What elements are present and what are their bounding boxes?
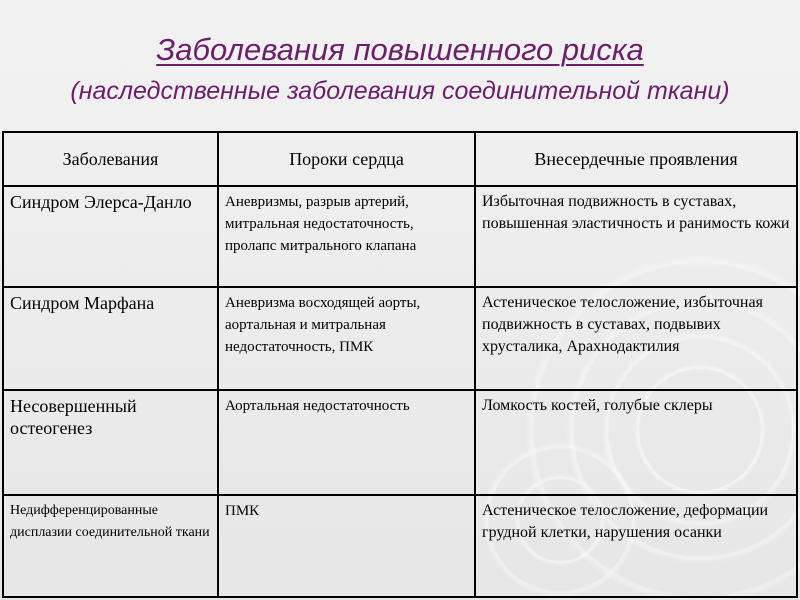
extracardiac-cell: Ломкость костей, голубые склеры: [475, 390, 797, 495]
heart-defects-cell: ПМК: [218, 495, 475, 597]
header-extracardiac: Внесердечные проявления: [475, 132, 797, 186]
extracardiac-cell: Астеническое телосложение, деформации грудной клетки, нарушения осанки: [475, 495, 797, 597]
disease-name: Синдром Марфана: [3, 287, 218, 390]
heart-defects-cell: Аневризма восходящей аорты, аортальная и митральная недостаточность, ПМК: [218, 287, 475, 390]
header-heart-defects: Пороки сердца: [218, 132, 475, 186]
extracardiac-cell: Избыточная подвижность в суставах, повышенная эластичность и ранимость кожи: [475, 186, 797, 287]
table-row: [3, 287, 797, 390]
disease-name: Недифференцированные дисплазии соединительной ткани: [3, 495, 218, 597]
heart-defects-cell: Аортальная недостаточность: [218, 390, 475, 495]
table-row: [3, 390, 797, 495]
table-row: [3, 186, 797, 287]
header-diseases: Заболевания: [3, 132, 218, 186]
slide-subtitle: (наследственные заболевания соединительной ткани): [70, 77, 730, 105]
heart-defects-cell: Аневризмы, разрыв артерий, митральная недостаточность, пролапс митрального клапана: [218, 186, 475, 287]
diseases-table: [2, 131, 798, 598]
slide-title-block: [0, 30, 800, 108]
disease-name: Синдром Элерса-Данло: [3, 186, 218, 287]
table-row: [3, 495, 797, 597]
table-header-row: [3, 132, 797, 186]
slide-title: Заболевания повышенного риска: [156, 32, 644, 67]
extracardiac-cell: Астеническое телосложение, избыточная подвижность в суставах, подвывих хрусталика, Арахнодактилия: [475, 287, 797, 390]
disease-name: Несовершенный остеогенез: [3, 390, 218, 495]
